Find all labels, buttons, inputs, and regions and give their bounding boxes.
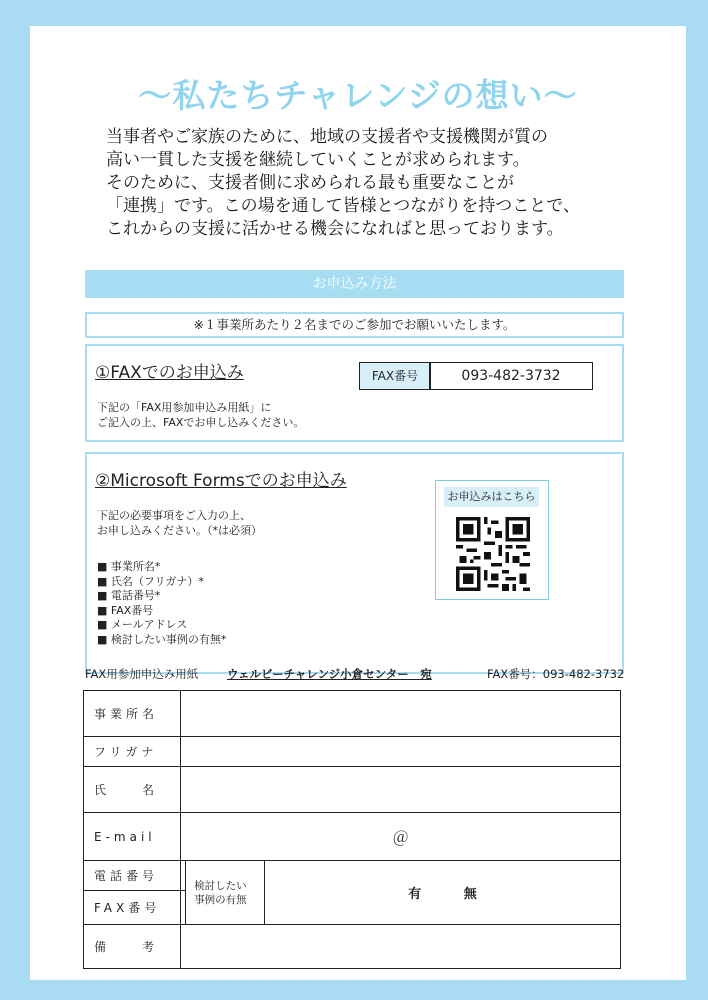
qr-code-icon[interactable] <box>456 517 530 591</box>
office-name-field[interactable] <box>181 691 621 737</box>
furigana-label: フリガナ <box>84 737 181 767</box>
fax-heading: ①FAXでのお申込み <box>95 363 244 383</box>
fax-number-label: FAX番号 <box>359 362 431 390</box>
at-sign: ＠ <box>392 828 409 847</box>
list-item: ■ 氏名（フリガナ）* <box>97 574 204 588</box>
intro-line: 当事者やご家族のために、地域の支援者や支援機関が質の <box>106 127 548 147</box>
list-item: ■ 事業所名* <box>97 560 161 573</box>
intro-text <box>106 126 646 241</box>
list-item: ■ FAX番号 <box>97 603 154 617</box>
qr-panel[interactable] <box>435 480 549 600</box>
application-form-table <box>83 690 621 969</box>
case-label-line: 事例の有無 <box>194 893 247 906</box>
intro-line: 「連携」です。この場を通して皆様とつながりを持つことで、 <box>106 196 580 216</box>
form-recipient: ウェルビーチャレンジ小倉センター 宛 <box>227 667 432 681</box>
fax-application-box <box>85 344 624 442</box>
qr-label: お申込みはこちら <box>444 487 539 507</box>
forms-instruction-line: お申し込みください。（*は必須） <box>97 524 262 537</box>
forms-heading: ②Microsoft Formsでのお申込み <box>95 471 347 491</box>
section-title: お申込み方法 <box>85 270 624 298</box>
furigana-field[interactable] <box>181 737 621 767</box>
forms-instruction-line: 下記の必要事項をご入力の上、 <box>97 509 251 522</box>
fax-instruction-line: ご記入の上、FAXでお申し込みください。 <box>97 416 305 429</box>
case-label <box>186 861 265 925</box>
email-field[interactable] <box>181 813 621 861</box>
fax-number-value: 093-482-3732 <box>429 362 593 390</box>
form-name: FAX用参加申込み用紙 <box>85 667 199 681</box>
page-title: ～私たちチャレンジの想い～ <box>138 76 578 115</box>
phone-label: 電話番号 <box>84 861 181 891</box>
name-field[interactable] <box>181 767 621 813</box>
note-label: 備 考 <box>84 925 181 969</box>
intro-line: そのために、支援者側に求められる最も重要なことが <box>106 173 514 193</box>
fax-instructions <box>97 400 304 430</box>
list-item: ■ 電話番号* <box>97 589 161 602</box>
fax-field[interactable] <box>181 891 186 925</box>
fax-label: FAX番号 <box>84 891 181 925</box>
fax-instruction-line: 下記の「FAX用参加申込み用紙」に <box>97 401 272 414</box>
case-label-line: 検討したい <box>194 879 247 892</box>
email-label: E-mail <box>84 813 181 861</box>
list-item: ■ 検討したい事例の有無* <box>97 632 227 646</box>
notice: ※１事業所あたり２名までのご参加でお願いいたします。 <box>85 312 624 338</box>
required-items-list <box>97 560 226 647</box>
note-field[interactable] <box>181 925 621 969</box>
forms-instructions <box>97 508 262 538</box>
form-fax-number: FAX番号：093-482-3732 <box>487 667 625 681</box>
name-label: 氏 名 <box>84 767 181 813</box>
intro-line: これからの支援に活かせる機会になればと思っております。 <box>106 219 564 239</box>
case-options[interactable]: 有 無 <box>265 861 621 925</box>
office-name-label: 事業所名 <box>84 691 181 737</box>
list-item: ■ メールアドレス <box>97 618 188 631</box>
intro-line: 高い一貫した支援を継続していくことが求められます。 <box>106 150 530 170</box>
flyer-page <box>30 26 686 980</box>
forms-application-box <box>85 452 624 674</box>
